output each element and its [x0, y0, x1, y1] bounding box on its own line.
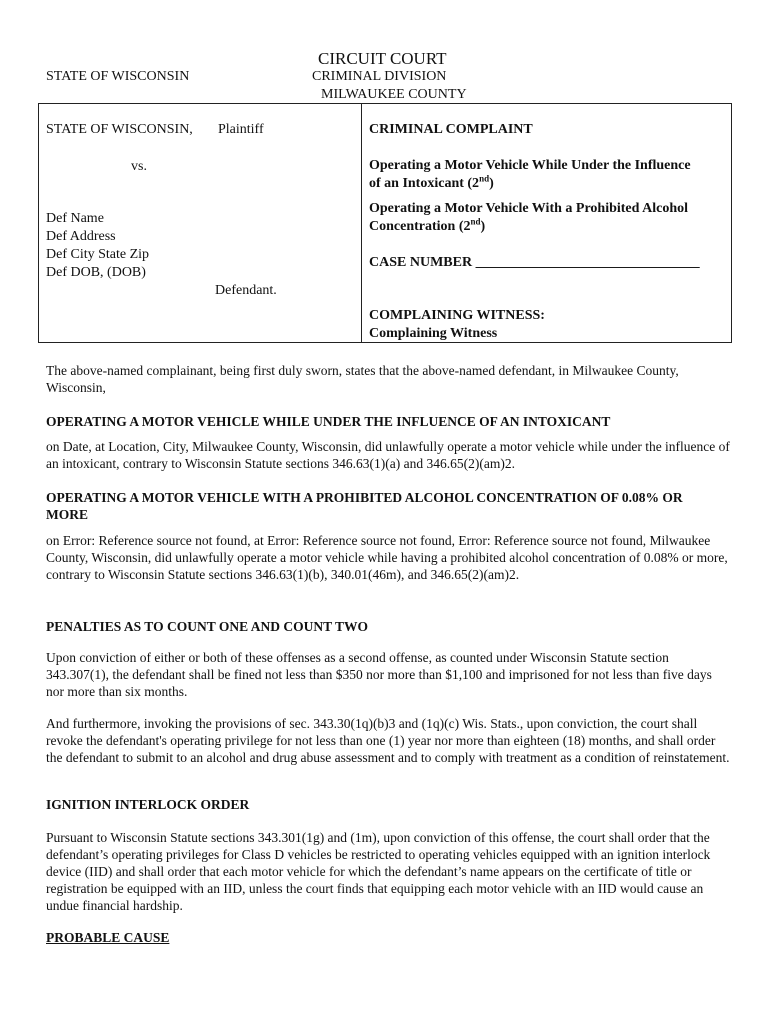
- defendant-address: Def Address: [46, 229, 116, 244]
- charge2-line2: Concentration (2nd): [369, 216, 486, 234]
- county-label: MILWAUKEE COUNTY: [321, 87, 467, 102]
- ignition-heading: IGNITION INTERLOCK ORDER: [46, 797, 250, 812]
- charge1-line2: of an Intoxicant (2nd): [369, 173, 494, 191]
- count1-heading: OPERATING A MOTOR VEHICLE WHILE UNDER THE INFLUENCE OF AN INTOXICANT: [46, 414, 611, 429]
- defendant-dob: Def DOB, (DOB): [46, 265, 146, 280]
- penalties-paragraph-1: Upon conviction of either or both of these offenses as a second offense, as counted under Wisconsin Statute section 343.307(1), the defendant shall be fined not less than $350 nor more than $1,100 and imprisoned for not less than five days nor more than six months.: [46, 650, 712, 699]
- charge1-line1: Operating a Motor Vehicle While Under the Influence: [369, 158, 691, 173]
- versus-label: vs.: [131, 159, 147, 174]
- witness-value: Complaining Witness: [369, 326, 498, 341]
- division-label: CRIMINAL DIVISION: [312, 69, 447, 84]
- count2-paragraph: on Error: Reference source not found, at Error: Reference source not found, Error: Reference source not found, Milwaukee County, Wisconsin, did unlawfully operate a motor vehicle while having a prohibited alcohol concentration of 0.08% or more, contrary to Wisconsin Statute sections 346.63(1)(b), 340.01(46m), and 346.65(2)(am)2.: [46, 533, 728, 582]
- court-title: CIRCUIT COURT: [318, 49, 447, 68]
- penalties-heading: PENALTIES AS TO COUNT ONE AND COUNT TWO: [46, 619, 368, 634]
- penalties-paragraph-2: And furthermore, invoking the provisions of sec. 343.30(1q)(b)3 and (1q)(c) Wis. Stats., upon conviction, the court shall revoke the defendant's operating privilege for not less than one (1) year nor more than eighteen (18) months, and shall order the defendant to submit to an alcohol and drug abuse assessment and to comply with treatment as a condition of reinstatement.: [46, 716, 730, 765]
- plaintiff-name: STATE OF WISCONSIN,: [46, 122, 193, 137]
- caption-divider: [361, 103, 362, 343]
- count2-heading: OPERATING A MOTOR VEHICLE WITH A PROHIBITED ALCOHOL CONCENTRATION OF 0.08% OR MORE: [46, 490, 683, 522]
- count1-paragraph: on Date, at Location, City, Milwaukee County, Wisconsin, did unlawfully operate a motor vehicle while under the influence of an intoxicant, contrary to Wisconsin Statute sections 346.63(1)(a) and 346.65(2)(am)2.: [46, 439, 730, 471]
- probable-cause-heading: PROBABLE CAUSE: [46, 930, 170, 945]
- defendant-name: Def Name: [46, 211, 104, 226]
- ignition-paragraph: Pursuant to Wisconsin Statute sections 343.301(1g) and (1m), upon conviction of this offense, the court shall order that the defendant’s operating privileges for Class D vehicles be restricted to operating vehicles equipped with an ignition interlock device (IID) and shall order that each motor vehicle for which the defendant’s name appears on the certificate of title or registration be equipped with an IID, unless the court finds that equipping each motor vehicle with an IID would cause an undue financial hardship.: [46, 830, 711, 913]
- plaintiff-role: Plaintiff: [218, 122, 264, 137]
- defendant-city: Def City State Zip: [46, 247, 150, 262]
- defendant-label: Defendant.: [215, 283, 277, 298]
- state-label: STATE OF WISCONSIN: [46, 69, 190, 84]
- case-number: CASE NUMBER ________________________________: [369, 255, 700, 270]
- charge2-line1: Operating a Motor Vehicle With a Prohibited Alcohol: [369, 201, 689, 216]
- intro-paragraph: The above-named complainant, being first duly sworn, states that the above-named defendant, in Milwaukee County, Wisconsin,: [46, 363, 679, 395]
- witness-label: COMPLAINING WITNESS:: [369, 308, 545, 323]
- document-title: CRIMINAL COMPLAINT: [369, 122, 533, 137]
